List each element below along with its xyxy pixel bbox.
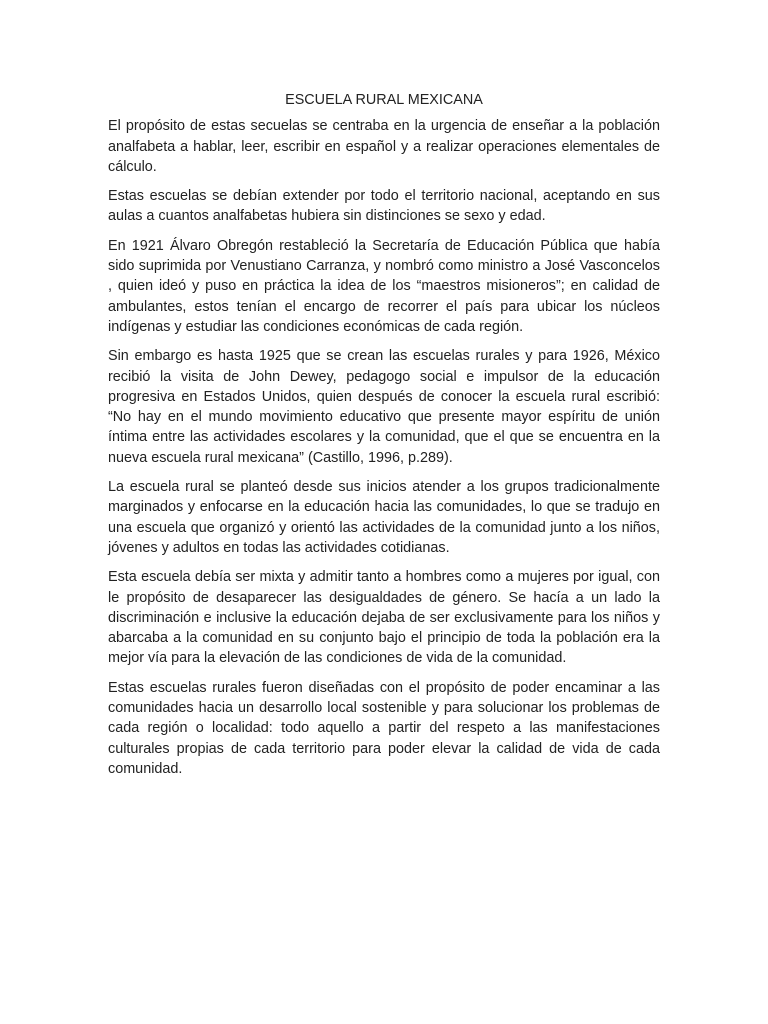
- paragraph-6: Esta escuela debía ser mixta y admitir tanto a hombres como a mujeres por igual, con le propósito de desaparecer las desigualdades de género. Se hacía a un lado la discriminación e inclusive la educación dejaba de ser exclusivamente para los niños y abarcaba a la comunidad en su conjunto bajo el principio de toda la población era la mejor vía para la elevación de las condiciones de vida de la comunidad.: [108, 569, 660, 667]
- paragraph-7: Estas escuelas rurales fueron diseñadas con el propósito de poder encaminar a las comunidades hacia un desarrollo local sostenible y para solucionar los problemas de cada región o localidad: todo aquello a partir del respeto a las manifestaciones culturales propias de cada territorio para poder elevar la calidad de vida de cada comunidad.: [108, 679, 660, 777]
- paragraph-4: Sin embargo es hasta 1925 que se crean las escuelas rurales y para 1926, México recibió la visita de John Dewey, pedagogo social e impulsor de la educación progresiva en Estados Unidos, quien después de conocer la escuela rural escribió: “No hay en el mundo movimiento educativo que presente mayor espíritu de unión íntima entre las actividades escolares y la comunidad, que el que se encuentra en la nueva escuela rural mexicana” (Castillo, 1996, p.289).: [108, 348, 660, 466]
- paragraph-3: En 1921 Álvaro Obregón restableció la Secretaría de Educación Pública que había sido suprimida por Venustiano Carranza, y nombró como ministro a José Vasconcelos , quien ideó y puso en práctica la idea de los “maestros misioneros”; en calidad de ambulantes, estos tenían el encargo de recorrer el país para ubicar los núcleos indígenas y estudiar las condiciones económicas de cada región.: [108, 237, 660, 335]
- document-page: [108, 90, 660, 788]
- paragraph-2: Estas escuelas se debían extender por todo el territorio nacional, aceptando en sus aulas a cuantos analfabetas hubiera sin distinciones se sexo y edad.: [108, 188, 660, 225]
- paragraph-5: La escuela rural se planteó desde sus inicios atender a los grupos tradicionalmente marginados y enfocarse en la educación hacia las comunidades, lo que se tradujo en una escuela que organizó y orientó las actividades de la comunidad junto a los niños, jóvenes y adultos en todas las actividades cotidianas.: [108, 479, 660, 556]
- document-title: ESCUELA RURAL MEXICANA: [285, 92, 483, 108]
- paragraph-1: El propósito de estas secuelas se centraba en la urgencia de enseñar a la población analfabeta a hablar, leer, escribir en español y a realizar operaciones elementales de cálculo.: [108, 118, 660, 175]
